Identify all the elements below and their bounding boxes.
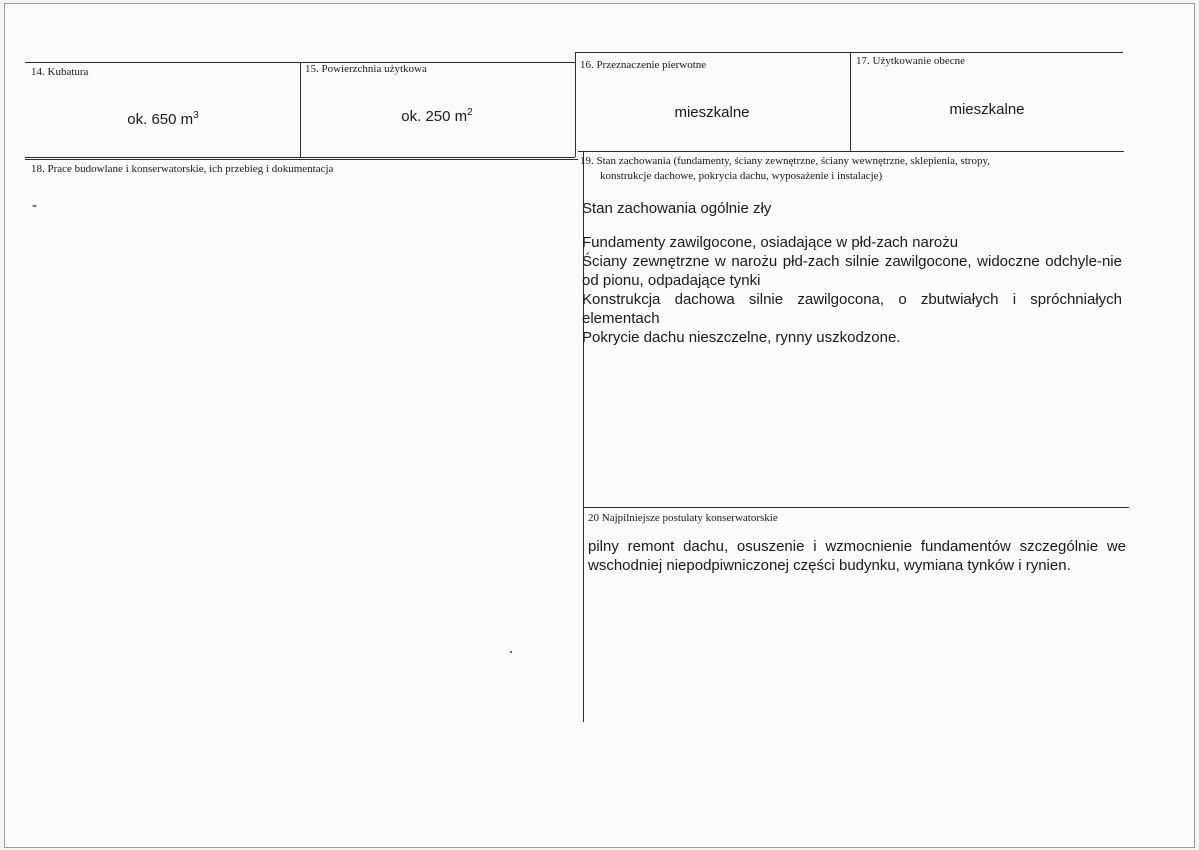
row2-top-border [25, 159, 578, 160]
stan-details [582, 233, 1122, 347]
uzytkowanie-label: 17. Użytkowanie obecne [856, 55, 966, 67]
postulaty-label: 20 Najpilniejsze postulaty konserwatorskie [588, 512, 778, 524]
row1-top-border-right [575, 52, 1123, 53]
powierzchnia-number: ok. 250 m [401, 108, 468, 125]
powierzchnia-label: 15. Powierzchnia użytkowa [305, 63, 427, 75]
row1-bottom-border [25, 157, 575, 158]
stan-pokrycie: Pokrycie dachu nieszczelne, rynny uszkodzone. [582, 329, 901, 346]
przeznaczenie-label: 16. Przeznaczenie pierwotne [580, 59, 707, 71]
stan-sciany: Ściany zewnętrzne w narożu płd-zach silnie zawilgocone, widoczne odchyle-nie od pionu, odpadające tynki [582, 253, 1122, 289]
stan-konstrukcja: Konstrukcja dachowa silnie zawilgocona, o zbutwiałych i spróchniałych elementach [582, 291, 1122, 327]
section-20-top-border [583, 507, 1129, 508]
scan-speck [510, 651, 512, 653]
postulaty-value: pilny remont dachu, osuszenie i wzmocnienie fundamentów szczególnie we wschodniej niepodpiwniczonej części budynku, wymiana tynków i rynien. [588, 538, 1126, 574]
col-divider-16-17 [850, 52, 851, 152]
stan-label-line1: 19. Stan zachowania (fundamenty, ściany zewnętrzne, ściany wewnętrzne, sklepienia, stropy, [580, 155, 991, 167]
row2-top-border-right [578, 151, 1124, 152]
col-divider-15-16 [575, 52, 576, 157]
col-divider-14-15 [300, 62, 301, 157]
stan-label-line2: konstrukcje dachowe, pokrycia dachu, wyposażenie i instalacje) [600, 170, 883, 182]
powierzchnia-unit-exponent: 2 [467, 107, 473, 118]
przeznaczenie-value: mieszkalne [674, 104, 750, 121]
kubatura-value [127, 111, 198, 129]
document-page [4, 3, 1195, 848]
kubatura-number: ok. 650 m [127, 111, 194, 128]
prace-value: - [32, 197, 37, 214]
kubatura-unit-exponent: 3 [193, 110, 199, 121]
powierzchnia-value [401, 108, 472, 126]
prace-label: 18. Prace budowlane i konserwatorskie, ich przebieg i dokumentacja [31, 163, 334, 175]
kubatura-label: 14. Kubatura [31, 66, 89, 78]
stan-fundamenty: Fundamenty zawilgocone, osiadające w płd-zach narożu [582, 234, 959, 251]
uzytkowanie-value: mieszkalne [949, 101, 1025, 118]
stan-summary: Stan zachowania ogólnie zły [582, 200, 772, 217]
